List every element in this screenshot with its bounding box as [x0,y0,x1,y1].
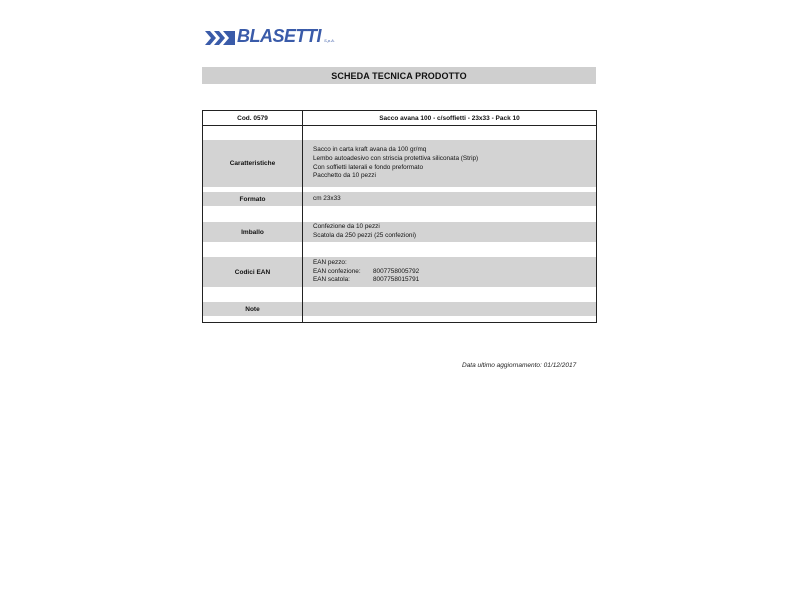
column-divider [302,111,303,322]
table-row-codici-ean [203,257,596,287]
caratteristiche-line: Con soffietti laterali e fondo preformato [313,163,424,171]
row-value-imballo [313,222,592,242]
row-value-formato [313,192,592,206]
page-title [202,67,596,84]
logo-brand-text: BLASETTI [237,26,321,46]
ean-key: EAN confezione: [313,267,361,275]
row-label-imballo: Imballo [241,228,264,236]
last-updated-text: Data ultimo aggiornamento: 01/12/2017 [462,362,577,369]
table-header-row [203,111,596,126]
table-row-imballo [203,222,596,242]
ean-key: EAN scatola: [313,276,350,284]
row-label-formato: Formato [239,195,266,203]
page-title-text: SCHEDA TECNICA PRODOTTO [331,70,467,81]
formato-value: cm 23x33 [313,194,341,202]
ean-key: EAN pezzo: [313,259,347,267]
ean-entry [313,268,592,277]
imballo-line: Scatola da 250 pezzi (25 confezioni) [313,232,417,239]
product-code: Cod. 0579 [237,114,268,122]
row-label-codici-ean: Codici EAN [234,268,271,276]
row-label-caratteristiche: Caratteristiche [229,160,276,167]
company-logo [205,27,335,45]
caratteristiche-line: Lembo autoadesivo con striscia protettiva siliconata (Strip) [313,154,479,162]
product-spec-table [202,110,597,323]
table-row-caratteristiche [203,140,596,187]
product-name: Sacco avana 100 - c/soffietti - 23x33 - Pack 10 [379,114,520,122]
imballo-line: Confezione da 10 pezzi [313,223,380,231]
row-label-note: Note [245,305,260,313]
double-chevron-logo-icon [205,31,235,45]
caratteristiche-line: Pacchetto da 10 pezzi [313,172,376,180]
caratteristiche-line: Sacco in carta kraft avana da 100 gr/mq [313,146,427,154]
ean-value: 8007758015791 [373,276,420,284]
row-value-caratteristiche [313,140,592,187]
ean-entry [313,276,592,285]
ean-entry [313,259,592,268]
row-value-codici-ean [313,257,592,287]
table-row-formato [203,192,596,206]
logo-suffix: S.p.A. [324,38,335,43]
table-row-note [203,302,596,316]
row-value-note [313,302,592,316]
ean-value: 8007758005792 [373,267,420,275]
